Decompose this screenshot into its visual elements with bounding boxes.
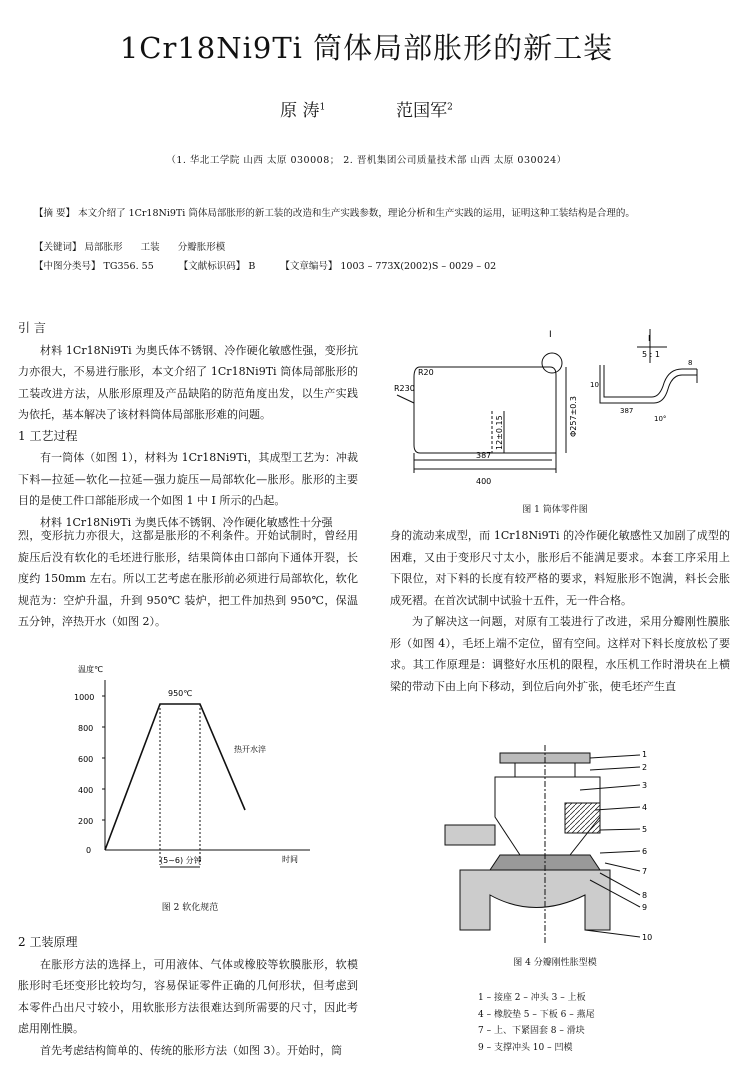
fig4-num-2: 2	[642, 763, 648, 772]
fig2-xlabel: 时间	[282, 855, 298, 864]
fig4-legend-line-1: 1 – 接座 2 – 冲头 3 – 上板	[478, 993, 586, 1003]
figure4-drawing	[440, 745, 680, 945]
intro-section	[18, 318, 358, 533]
section2-paragraph-2: 首先考虑结构简单的、传统的胀形方法（如图 3）。开始时，筒	[40, 1043, 342, 1057]
fig4-num-5: 5	[642, 825, 648, 834]
author-line	[0, 96, 733, 121]
fig4-num-9: 9	[642, 903, 648, 912]
intro-heading: 引 言	[18, 321, 46, 335]
fig1-detail-8: 8	[688, 359, 693, 367]
fig1-detail-I: I	[648, 334, 651, 343]
detail-profile-inner	[604, 365, 697, 397]
keywords-text: 局部胀形 工装 分瓣胀形模	[84, 242, 226, 253]
fig2-ytick-200: 200	[78, 817, 94, 826]
fig1-label-R20: R20	[418, 368, 434, 377]
abstract-label: 【摘 要】	[34, 208, 76, 219]
figure4-caption: 图 4 分瓣刚性胀型模	[513, 958, 597, 968]
fig4-legend-line-4: 9 – 支撑冲头 10 – 凹模	[478, 1042, 573, 1053]
right-paragraph-1: 身的流动来成型，而 1Cr18Ni9Ti 的冷作硬化敏感性又加剧了成型的困难，又由于变形尺寸太小，胀形后不能满足要求。本套工序采用上下限位，对下料的长度有较严格的要求，料短胀形不饱满，料长会胀成死褶。在首次试制中试验十五件，无一件合格。	[390, 529, 730, 607]
intro-paragraph: 材料 1Cr18Ni9Ti 为奥氏体不锈钢、冷作硬化敏感性强，变形抗力亦很大，不易进行胀形，本文介绍了 1Cr18Ni9Ti 筒体局部胀形的工装改进方法，从胀形原理及产品缺陷的防范角度出发，以生产实践为依托，基本解决了该材料筒体局部胀形难的问题。	[18, 343, 358, 421]
doc-code-label: 【文献标识码】	[178, 261, 246, 272]
fig1-label-R230: R230	[394, 384, 415, 393]
fig1-detail-angle: 10°	[654, 415, 667, 423]
fig4-num-7: 7	[642, 867, 648, 876]
keywords-label: 【关键词】	[34, 242, 82, 253]
fig4-num-4: 4	[642, 803, 648, 812]
fig4-die	[460, 870, 610, 930]
fig1-detail-387: 387	[620, 407, 634, 415]
figure1-drawing	[392, 325, 722, 490]
fig4-legend-line-3: 7 – 上、下紧固套 8 – 滑块	[478, 1026, 585, 1036]
section1-paragraph-1: 有一筒体（如图 1），材料为 1Cr18Ni9Ti，其成型工艺为：冲裁下料—拉延—软化—拉延—强力旋压—局部软化—胀形。胀形的主要目的是使工件口部能形成一个如图 1 中 I 所示的凸起。	[18, 451, 358, 507]
figure4-legend	[478, 990, 718, 1056]
abstract-text: 本文介绍了 1Cr18Ni9Ti 筒体局部胀形的新工装的改造和生产实践参数，理论分析和生产实践的运用，证明这种工装结构是合理的。	[78, 208, 635, 219]
section1-paragraph-2b: 烈，变形抗力亦很大，这都是胀形的不利条件。开始试制时，曾经用旋压后没有软化的毛坯进行胀形，结果筒体由口部向下通体开裂，长度约 150mm 左右。所以工艺考虑在胀形前必须进行局部软化，软化规范为：空炉升温，升到 950℃ 装炉，把工件加热到 950℃，保温五分钟，淬热开水（如图 2）。	[18, 529, 358, 628]
right-column-text	[390, 525, 730, 697]
keywords	[34, 239, 706, 256]
author-2-sup: 2	[447, 102, 453, 113]
figure1-caption: 图 1 筒体零件图	[522, 505, 588, 515]
section1-continued	[18, 525, 358, 633]
author-2: 范国军	[396, 101, 448, 121]
detail-circle	[542, 353, 562, 373]
author-1: 原 涛	[280, 101, 320, 121]
paper-title: 1Cr18Ni9Ti 筒体局部胀形的新工装	[119, 31, 614, 65]
fig2-ytick-600: 600	[78, 755, 94, 764]
fig1-label-387: 387	[476, 451, 492, 460]
figure2-chart	[60, 660, 320, 880]
fig4-num-1: 1	[642, 750, 648, 759]
fig2-curve	[105, 704, 245, 850]
cylinder-outline	[414, 367, 556, 453]
classification-line	[34, 258, 706, 275]
fig4-legend-line-2: 4 – 橡胶垫 5 – 下板 6 – 燕尾	[478, 1009, 595, 1020]
article-no-label: 【文章编号】	[280, 261, 338, 272]
fig2-peak-label: 950℃	[168, 689, 193, 698]
fig1-detail-10: 10	[590, 381, 599, 389]
fig1-label-400: 400	[476, 477, 492, 486]
section1-heading: 1 工艺过程	[18, 428, 78, 443]
fig4-rubber-pad	[565, 803, 600, 833]
clc-label: 【中图分类号】	[34, 261, 101, 272]
fig4-num-10: 10	[642, 933, 653, 942]
section2-heading: 2 工装原理	[18, 935, 78, 949]
fig1-label-I: I	[549, 330, 552, 340]
fig2-ytick-0: 0	[86, 846, 92, 855]
figure2-caption: 图 2 软化规范	[161, 903, 219, 913]
fig4-left-bar	[445, 825, 495, 845]
article-no-value: 1003 – 773X(2002)S – 0029 – 02	[340, 261, 497, 272]
fig1-label-12: 12±0.15	[495, 415, 504, 450]
fig1-detail-scale: 5 : 1	[642, 350, 660, 359]
section2-paragraph-1: 在胀形方法的选择上，可用液体、气体或橡胶等软膜胀形，软模胀形时毛坯变形比较均匀，容易保证零件正确的几何形状，但考虑到本零件凸出尺寸较小，用软胀形方法很难达到所需要的尺寸，因此考虑用刚性膜。	[18, 957, 358, 1035]
section2	[18, 932, 358, 1061]
fig1-label-diameter: Φ257±0.3	[569, 396, 578, 437]
right-paragraph-2: 为了解决这一问题，对原有工装进行了改进，采用分瓣刚性膜胀形（如图 4），毛坯上端不定位，留有空间。这样对下料长度放松了要求。其工作原理是：调整好水压机的限程，水压机工作时滑块在上横梁的带动下由上向下移动，到位后向外扩张，使毛坯产生直	[390, 615, 730, 693]
section1-paragraph-2a: 材料 1Cr18Ni9Ti 为奥氏体不锈钢、冷作硬化敏感性十分强	[40, 515, 333, 529]
abstract	[34, 205, 706, 222]
author-1-sup: 1	[319, 102, 326, 113]
fig2-ytick-800: 800	[78, 724, 94, 733]
fig2-ytick-400: 400	[78, 786, 94, 795]
fig2-quench-label: 热开水淬	[234, 745, 266, 754]
fig2-ylabel: 温度℃	[78, 665, 103, 674]
affiliation: （1. 华北工学院 山西 太原 030008； 2. 晋机集团公司质量技术部 山西 太原 030024）	[166, 155, 567, 166]
doc-code-value: B	[248, 261, 256, 272]
fig4-num-6: 6	[642, 847, 648, 856]
clc-value: TG356. 55	[103, 261, 154, 272]
fig2-hold-label: (5~6) 分钟	[160, 856, 202, 865]
fig4-num-8: 8	[642, 891, 648, 900]
fig4-num-3: 3	[642, 781, 648, 790]
fig2-ytick-1000: 1000	[74, 693, 95, 702]
